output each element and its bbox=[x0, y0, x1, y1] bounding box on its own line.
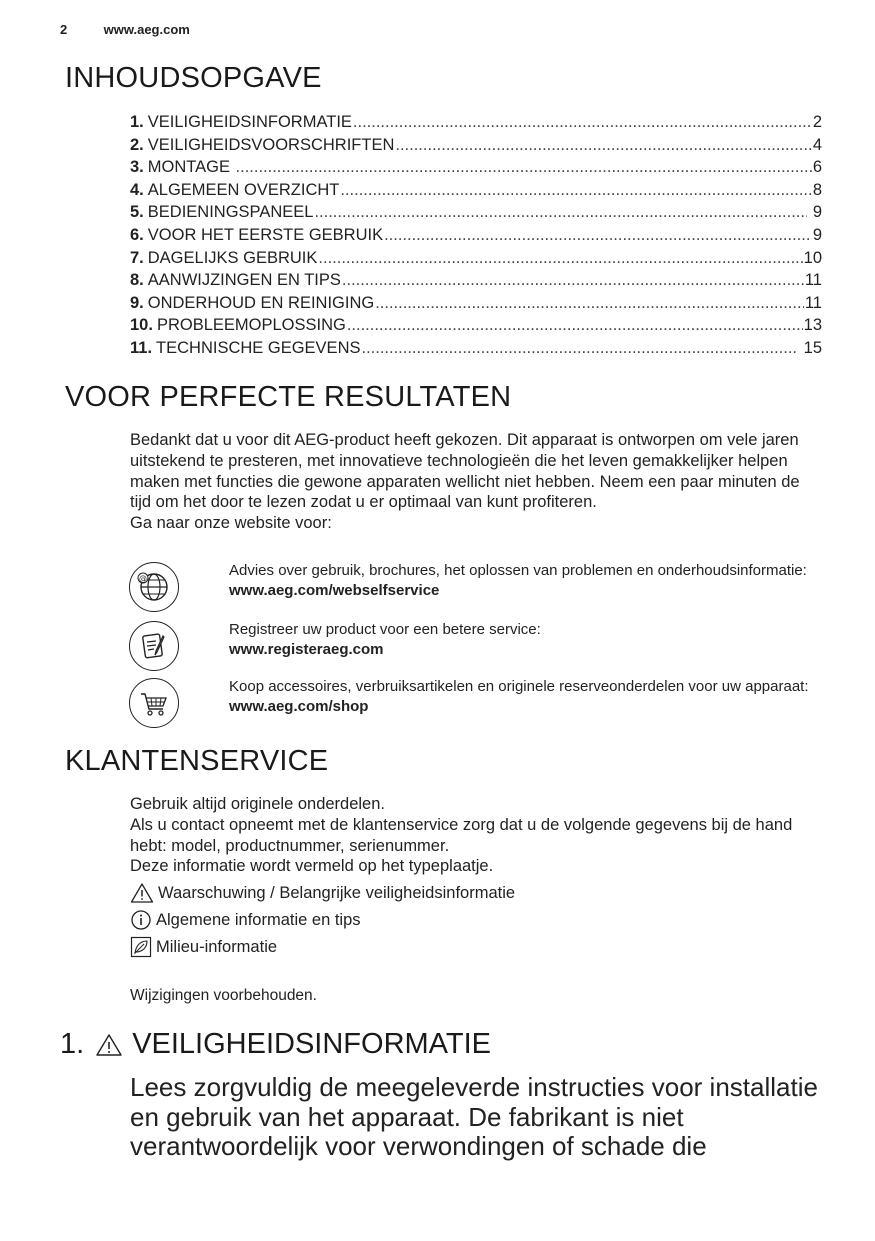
toc-item-label: VOOR HET EERSTE GEBRUIK bbox=[147, 225, 384, 244]
toc-item-label: VEILIGHEIDSVOORSCHRIFTEN bbox=[147, 135, 395, 154]
website-prompt: Ga naar onze website voor: bbox=[130, 514, 332, 533]
warning-icon bbox=[130, 882, 154, 904]
customer-service-title: KLANTENSERVICE bbox=[65, 745, 329, 777]
toc-item-page: 10 bbox=[803, 248, 822, 267]
section-number: 1. bbox=[60, 1028, 85, 1060]
results-title: VOOR PERFECTE RESULTATEN bbox=[65, 381, 512, 413]
svg-text:@: @ bbox=[139, 574, 147, 583]
toc-item-page: 6 bbox=[812, 158, 822, 177]
toc-title: INHOUDSOPGAVE bbox=[65, 62, 322, 94]
toc-item-label: ONDERHOUD EN REINIGING bbox=[147, 293, 375, 312]
toc-item-label: TECHNISCHE GEGEVENS bbox=[156, 338, 361, 357]
register-link[interactable]: www.registeraeg.com bbox=[229, 640, 384, 658]
toc-item-page: 13 bbox=[803, 316, 822, 335]
toc-item-page: 9 bbox=[812, 225, 822, 244]
toc-item-label: VEILIGHEIDSINFORMATIE bbox=[147, 113, 352, 131]
toc-item[interactable] bbox=[130, 247, 822, 270]
toc-item-page: 11 bbox=[804, 271, 822, 290]
toc-item-number: 11. bbox=[130, 338, 153, 357]
toc-item-page: 2 bbox=[812, 113, 822, 131]
section-title: VEILIGHEIDSINFORMATIE bbox=[132, 1028, 491, 1060]
toc-item[interactable] bbox=[130, 111, 822, 134]
toc-item-label: BEDIENINGSPANEEL bbox=[147, 203, 314, 222]
cs-line: Als u contact opneemt met de klantenservice zorg dat u de volgende gegevens bij de hand hebt: model, productnummer, serienummer. bbox=[130, 815, 793, 855]
toc-item[interactable] bbox=[130, 179, 822, 202]
toc-item-number: 3. bbox=[130, 158, 144, 177]
safety-lead: Lees zorgvuldig de meegeleverde instructies voor installatie en gebruik van het apparaat. De fabrikant is niet verantwoordelijk voor verwondingen of schade die bbox=[130, 1072, 818, 1161]
toc-item-number: 2. bbox=[130, 135, 144, 154]
service-text bbox=[229, 677, 809, 716]
toc-item[interactable] bbox=[130, 134, 822, 157]
legend-environment bbox=[130, 936, 277, 958]
toc-item-label: MONTAGE bbox=[147, 158, 235, 177]
toc-item-page: 15 bbox=[799, 338, 822, 357]
intro-text: Bedankt dat u voor dit AEG-product heeft gekozen. Dit apparaat is ontworpen om vele jaren uitstekend te presteren, met innovatieve technologieën die het leven gemakkelijker helpen maken met functies die gewone apparaten wellicht niet hebben. Neem een paar minuten de tijd om het door te lezen zodat u er optimaal van kunt profiteren. bbox=[130, 431, 800, 512]
toc-item-number: 6. bbox=[130, 225, 144, 244]
toc-item-label: AANWIJZINGEN EN TIPS bbox=[147, 271, 341, 290]
toc-item-number: 10. bbox=[130, 316, 153, 335]
customer-service-text bbox=[130, 794, 810, 877]
toc-item-number: 1. bbox=[130, 113, 144, 131]
service-description: Advies over gebruik, brochures, het oplossen van problemen en onderhoudsinformatie: bbox=[229, 562, 807, 579]
toc-item-label: DAGELIJKS GEBRUIK bbox=[147, 248, 318, 267]
service-text bbox=[229, 561, 809, 600]
toc-item[interactable] bbox=[130, 337, 822, 360]
shop-link[interactable]: www.aeg.com/shop bbox=[229, 697, 369, 715]
toc-item-page: 8 bbox=[812, 180, 822, 199]
legend-label: Milieu-informatie bbox=[156, 938, 278, 956]
cart-icon bbox=[129, 678, 179, 728]
results-intro bbox=[130, 430, 810, 534]
toc-item-page: 4 bbox=[812, 135, 822, 154]
toc-item[interactable] bbox=[130, 156, 822, 179]
cs-line: Deze informatie wordt vermeld op het typeplaatje. bbox=[130, 857, 494, 876]
service-text bbox=[229, 620, 809, 659]
header-site-url[interactable]: www.aeg.com bbox=[103, 22, 190, 37]
register-icon bbox=[129, 621, 179, 671]
legend-warning bbox=[130, 882, 515, 904]
toc-item[interactable] bbox=[130, 201, 822, 224]
leaf-icon bbox=[130, 936, 152, 958]
info-icon bbox=[130, 909, 152, 931]
webselfservice-link[interactable]: www.aeg.com/webselfservice bbox=[229, 581, 440, 599]
toc-item-number: 5. bbox=[130, 203, 144, 222]
globe-icon bbox=[129, 562, 179, 612]
page-header bbox=[60, 22, 190, 37]
toc-item[interactable] bbox=[130, 314, 822, 337]
page-number: 2 bbox=[60, 22, 68, 37]
toc-item-number: 8. bbox=[130, 271, 144, 290]
toc-item-number: 9. bbox=[130, 293, 144, 312]
service-description: Koop accessoires, verbruiksartikelen en originele reserveonderdelen voor uw apparaat: bbox=[229, 678, 809, 695]
safety-heading bbox=[60, 1028, 491, 1061]
toc-item-page: 9 bbox=[808, 203, 822, 222]
toc-item[interactable] bbox=[130, 292, 822, 315]
table-of-contents bbox=[130, 111, 822, 360]
warning-icon bbox=[94, 1032, 124, 1058]
toc-item-label: PROBLEEMOPLOSSING bbox=[156, 316, 346, 335]
toc-item-label: ALGEMEEN OVERZICHT bbox=[147, 180, 340, 199]
toc-item[interactable] bbox=[130, 269, 822, 292]
cs-line: Gebruik altijd originele onderdelen. bbox=[130, 795, 385, 813]
changes-note: Wijzigingen voorbehouden. bbox=[130, 987, 317, 1004]
toc-item[interactable] bbox=[130, 224, 822, 247]
toc-item-number: 4. bbox=[130, 180, 144, 199]
service-description: Registreer uw product voor een betere service: bbox=[229, 621, 541, 638]
legend-label: Algemene informatie en tips bbox=[156, 911, 361, 929]
toc-item-number: 7. bbox=[130, 248, 144, 267]
legend-label: Waarschuwing / Belangrijke veiligheidsinformatie bbox=[158, 884, 516, 902]
legend-info bbox=[130, 909, 361, 931]
toc-item-page: 11 bbox=[804, 293, 822, 312]
